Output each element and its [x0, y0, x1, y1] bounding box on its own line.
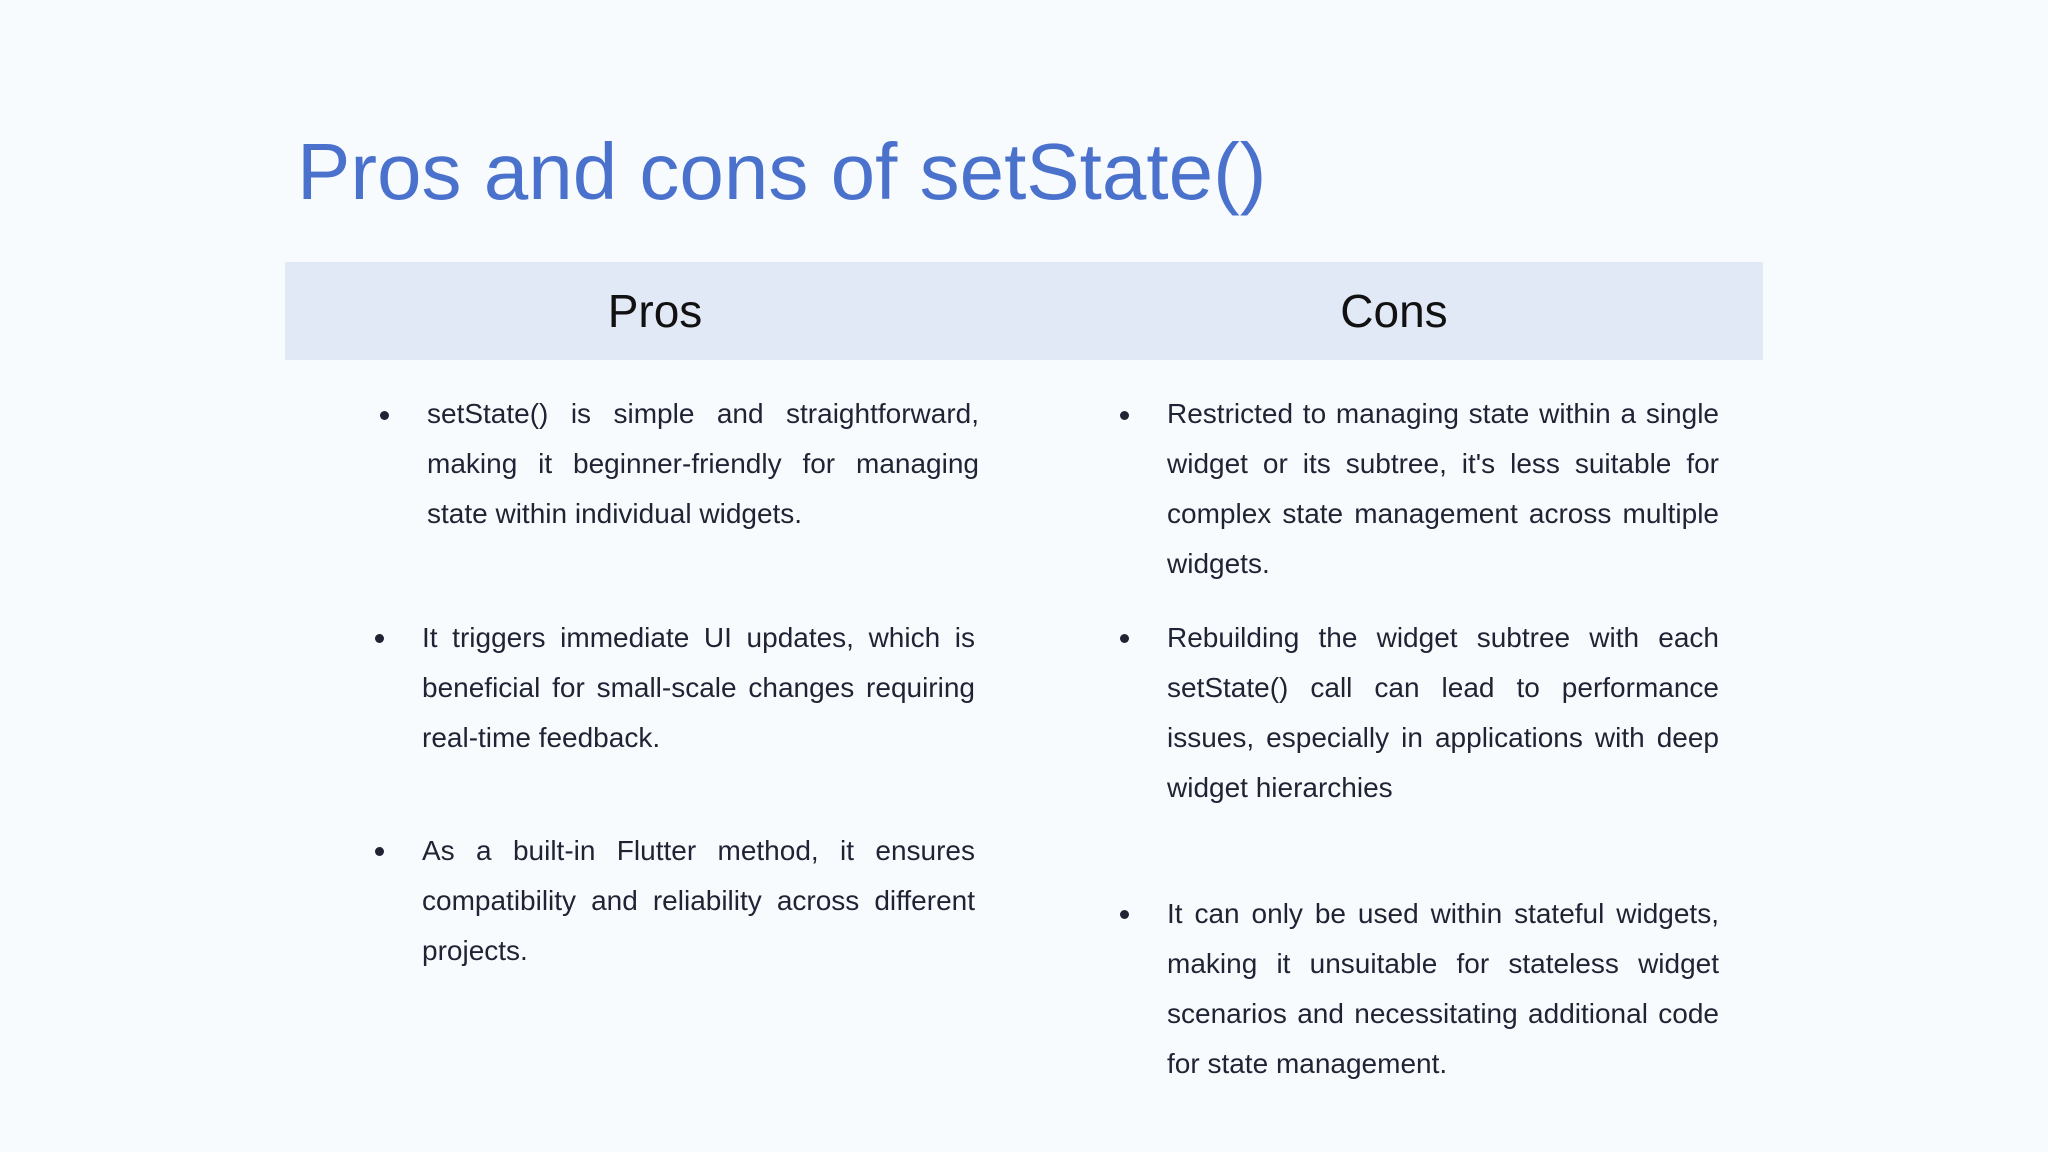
cons-item: It can only be used within stateful widgets, making it unsuitable for stateless widget scenarios and necessitating additional code for state management. [1167, 898, 1719, 1079]
cons-item: Restricted to managing state within a single widget or its subtree, it's less suitable for complex state management across multiple widgets. [1167, 398, 1719, 579]
bullet-icon [1120, 634, 1129, 643]
pros-item: setState() is simple and straightforward, making it beginner-friendly for managing state within individual widgets. [427, 398, 979, 529]
bullet-icon [375, 847, 384, 856]
cons-heading: Cons [1340, 285, 1448, 337]
bullet-icon [375, 634, 384, 643]
slide-title: Pros and cons of setState() [297, 127, 1267, 216]
table-header [285, 262, 1763, 360]
bullet-icon [1120, 411, 1129, 420]
cons-item: Rebuilding the widget subtree with each setState() call can lead to performance issues, especially in applications with deep widget hierarchies [1167, 622, 1719, 803]
pros-item: As a built-in Flutter method, it ensures compatibility and reliability across different projects. [422, 835, 975, 966]
pros-item: It triggers immediate UI updates, which is beneficial for small-scale changes requiring real-time feedback. [422, 622, 975, 753]
pros-heading: Pros [607, 285, 703, 337]
bullet-icon [380, 411, 389, 420]
bullet-icon [1120, 910, 1129, 919]
